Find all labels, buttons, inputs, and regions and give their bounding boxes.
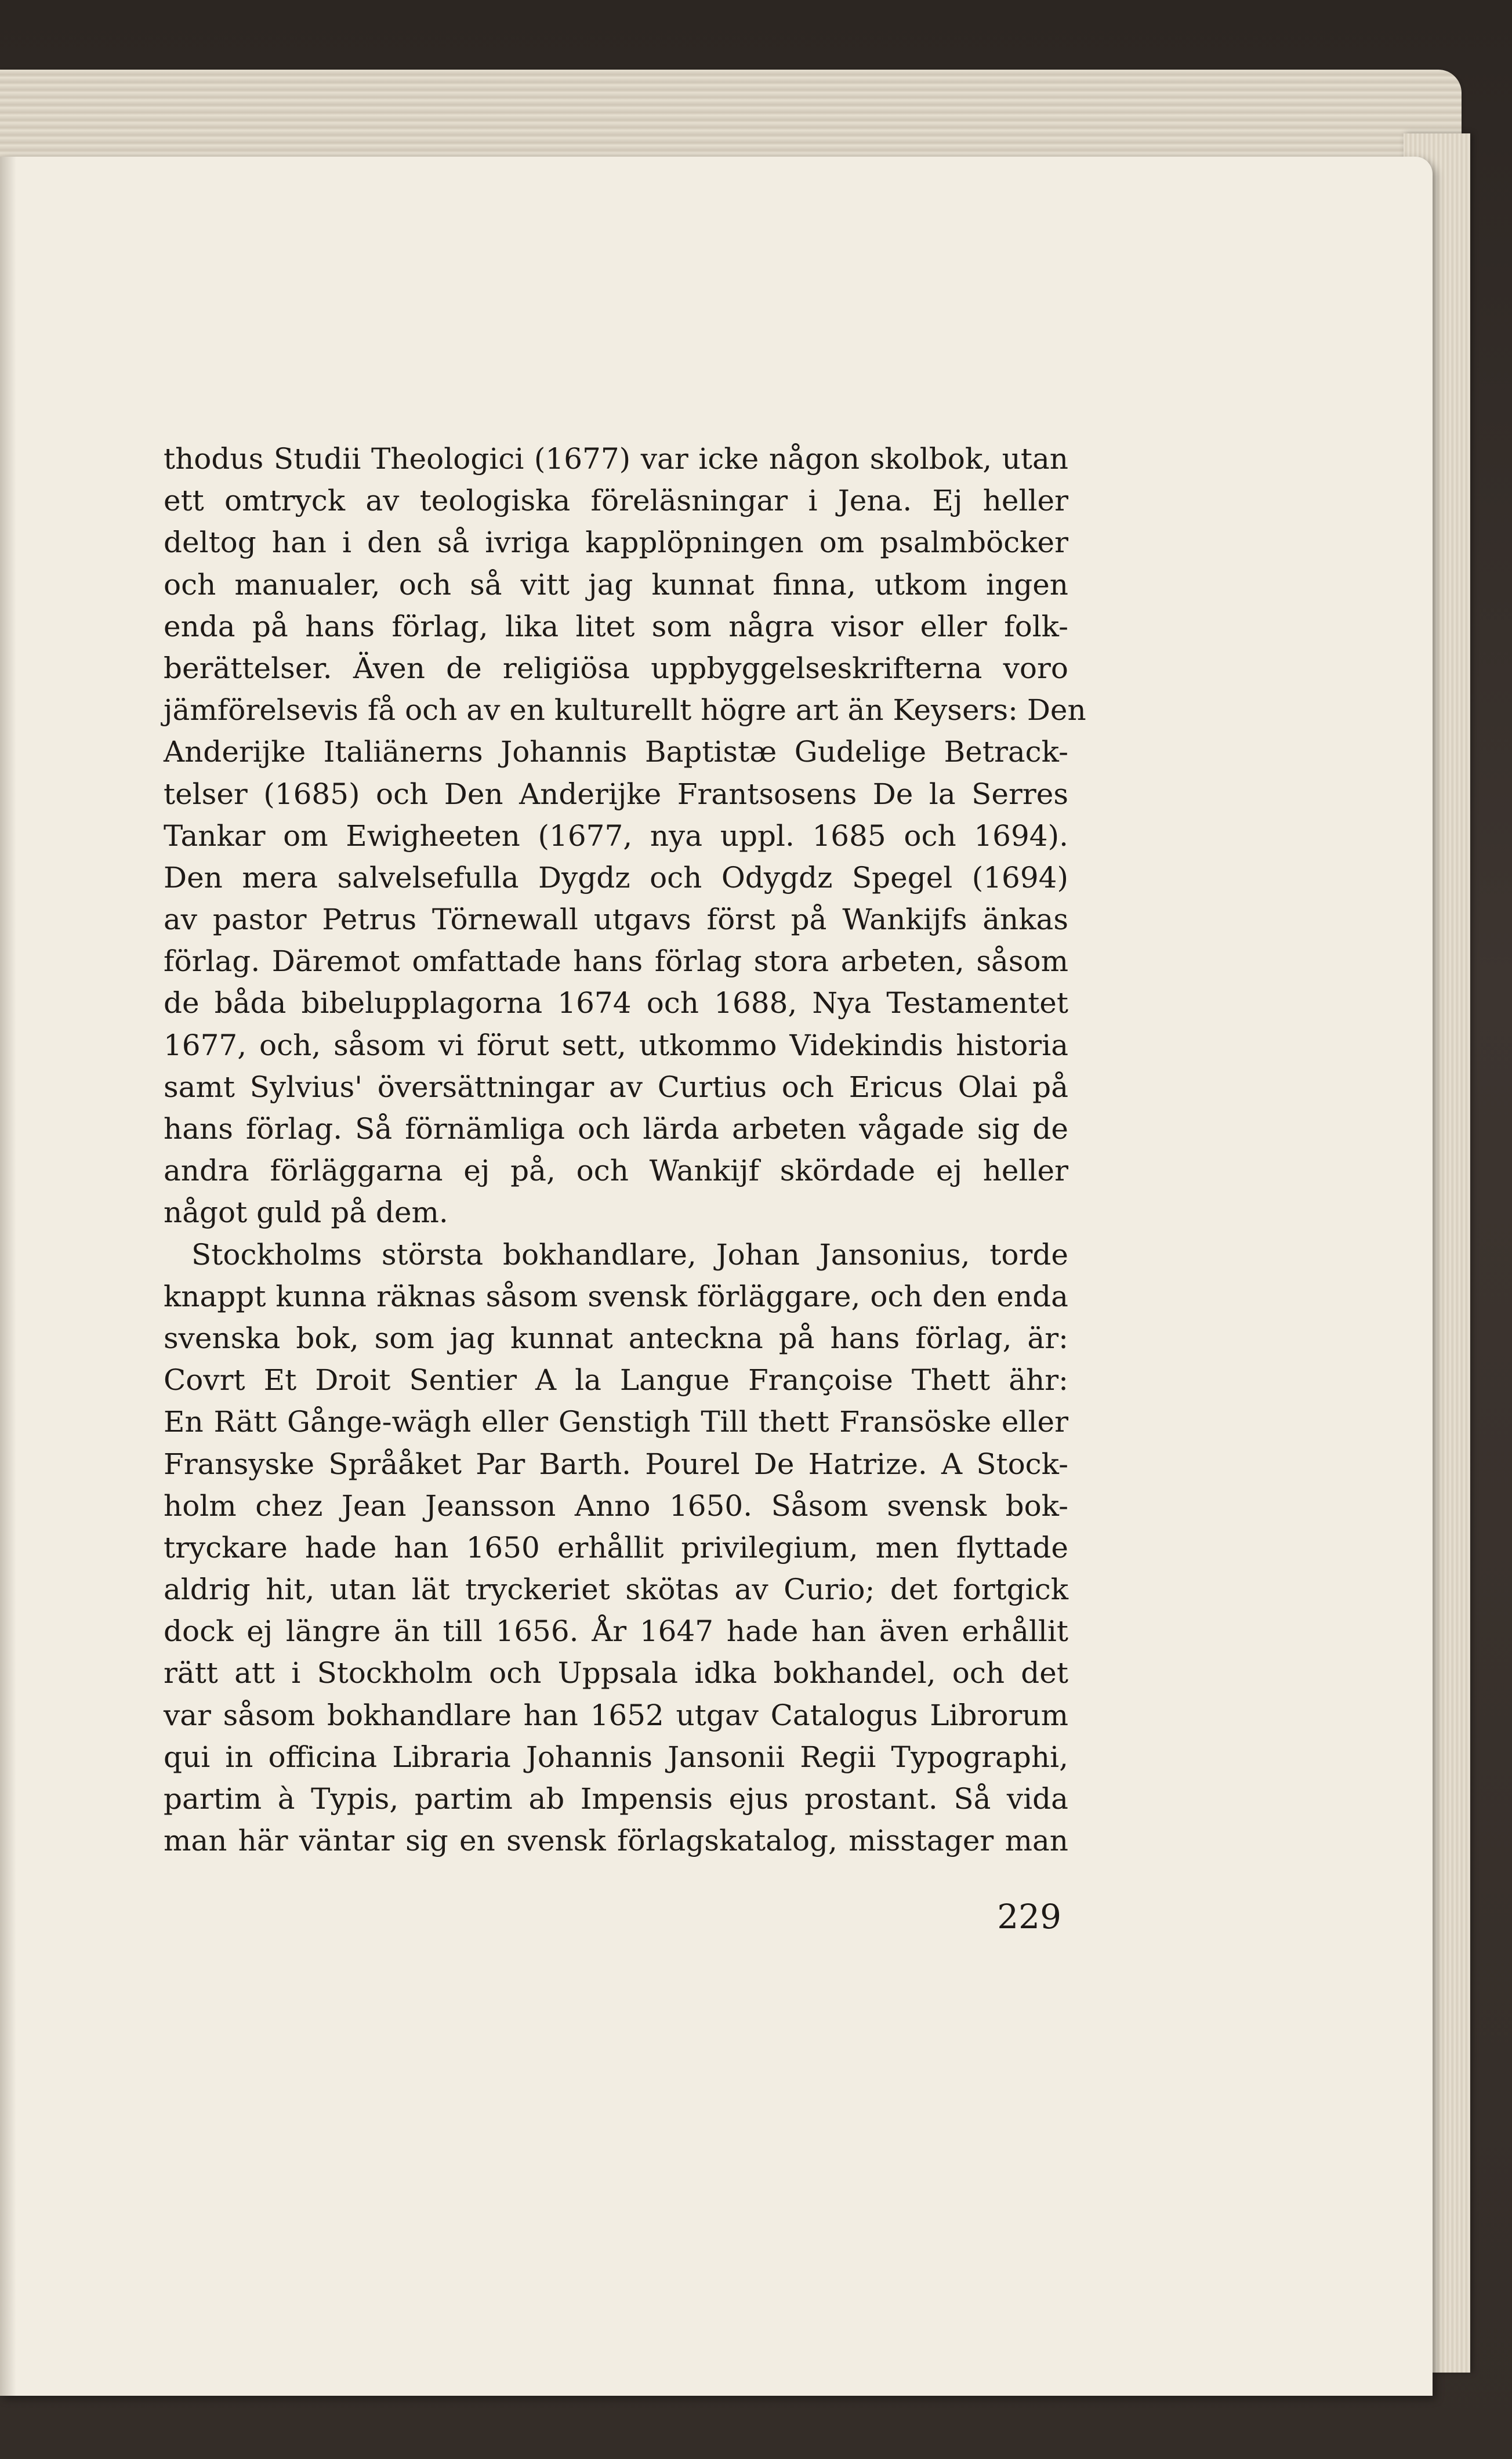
text-line: aldrig hit, utan lät tryckeriet skötas av Curio; det fortgick: [164, 1573, 1068, 1607]
text-line: Fransyske Språåket Par Barth. Pourel De Hatrize. A Stock-: [164, 1447, 1068, 1481]
text-line: Tankar om Ewigheeten (1677, nya uppl. 1685 och 1694).: [164, 819, 1068, 853]
text-line: thodus Studii Theologici (1677) var icke någon skolbok, utan: [164, 442, 1068, 476]
text-line: enda på hans förlag, lika litet som några visor eller folk-: [164, 609, 1068, 643]
text-line: man här väntar sig en svensk förlagskatalog, misstager man: [164, 1824, 1068, 1858]
text-line: jämförelsevis få och av en kulturellt högre art än Keysers: Den: [164, 693, 1086, 727]
text-line: deltog han i den så ivriga kapplöpningen om psalmböcker: [164, 526, 1068, 560]
text-line: knappt kunna räknas såsom svensk förläggare, och den enda: [164, 1279, 1068, 1313]
text-line: partim à Typis, partim ab Impensis ejus prostant. Så vida: [164, 1782, 1068, 1816]
text-line: var såsom bokhandlare han 1652 utgav Catalogus Librorum: [164, 1698, 1068, 1732]
text-line: Stockholms största bokhandlare, Johan Jansonius, torde: [191, 1237, 1068, 1272]
body-text: [164, 438, 1086, 1862]
text-line: och manualer, och så vitt jag kunnat finna, utkom ingen: [164, 567, 1068, 602]
page-number: 229: [997, 1897, 1061, 1936]
text-line: qui in officina Libraria Johannis Jansonii Regii Typographi,: [164, 1740, 1068, 1774]
text-line: Anderijke Italiänerns Johannis Baptistæ Gudelige Betrack-: [164, 735, 1068, 769]
text-line: av pastor Petrus Törnewall utgavs först på Wankijfs änkas: [164, 903, 1068, 937]
text-line: Den mera salvelsefulla Dygdz och Odygdz Spegel (1694): [164, 860, 1068, 894]
text-line: En Rätt Gånge-wägh eller Genstigh Till thett Fransöske eller: [164, 1405, 1068, 1439]
text-line: svenska bok, som jag kunnat anteckna på hans förlag, är:: [164, 1321, 1068, 1355]
text-line: ett omtryck av teologiska föreläsningar i Jena. Ej heller: [164, 484, 1068, 518]
text-line: berättelser. Även de religiösa uppbyggelseskrifterna voro: [164, 651, 1068, 685]
text-line: förlag. Däremot omfattade hans förlag stora arbeten, såsom: [164, 944, 1068, 979]
text-line: något guld på dem.: [164, 1196, 448, 1230]
text-line: tryckare hade han 1650 erhållit privilegium, men flyttade: [164, 1530, 1068, 1565]
text-line: dock ej längre än till 1656. År 1647 hade han även erhållit: [164, 1614, 1068, 1649]
gutter-shadow: [0, 157, 16, 2396]
text-line: telser (1685) och Den Anderijke Frantsosens De la Serres: [164, 777, 1068, 811]
text-line: holm chez Jean Jeansson Anno 1650. Såsom svensk bok-: [164, 1489, 1068, 1523]
text-line: de båda bibelupplagorna 1674 och 1688, Nya Testamentet: [164, 986, 1068, 1020]
text-line: Covrt Et Droit Sentier A la Langue Françoise Thett ähr:: [164, 1363, 1068, 1397]
text-line: hans förlag. Så förnämliga och lärda arbeten vågade sig de: [164, 1112, 1068, 1146]
text-line: rätt att i Stockholm och Uppsala idka bokhandel, och det: [164, 1656, 1068, 1690]
text-line: 1677, och, såsom vi förut sett, utkommo Videkindis historia: [164, 1028, 1068, 1062]
text-line: andra förläggarna ej på, och Wankijf skördade ej heller: [164, 1154, 1068, 1188]
text-line: samt Sylvius' översättningar av Curtius och Ericus Olai på: [164, 1070, 1068, 1104]
